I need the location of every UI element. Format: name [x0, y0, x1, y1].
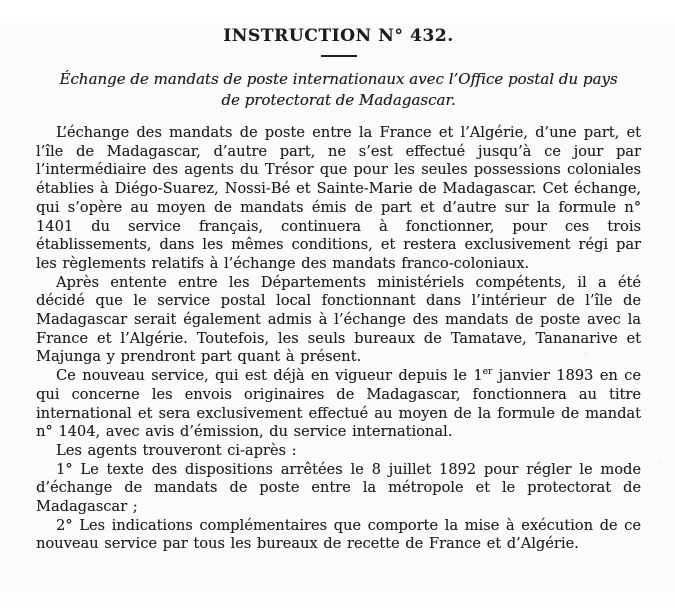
- title-divider-rule: [321, 55, 357, 57]
- paragraph-new-service-text-cont: janvier 1893 en ce qui concerne les envois originaires de Madagascar, fonctionnera au titre international et sera exclusivement effectué au moyen de la formule de mandat n° 1404, avec avis d’émission, du service international.: [36, 367, 641, 441]
- document-title: INSTRUCTION N° 432.: [223, 26, 454, 46]
- ordinal-superscript: er: [482, 367, 493, 378]
- document-subtitle: Échange de mandats de poste internationaux avec l’Office postal du pays de protectorat de Madagascar.: [59, 70, 618, 109]
- paragraph-new-service: [36, 367, 641, 442]
- document-content: [36, 20, 641, 554]
- paragraph-exchange-history: L’échange des mandats de poste entre la France et l’Algérie, d’une part, et l’île de Madagascar, d’autre part, ne s’est effectué jusqu’à ce jour par l’intermédiaire des agents du Trésor que pour les seules possessions coloniales établies à Diégo-Suarez, Nossi-Bé et Sainte-Marie de Madagascar. Cet échange, qui s’opère au moyen de mandats émis de part et d’autre sur la formule n° 1401 du service français, continuera à fonctionner, pour ces trois établissements, dans les mêmes conditions, et restera exclusivement régi par les règlements relatifs à l’échange des mandats franco-coloniaux.: [36, 124, 641, 272]
- paragraph-list-intro: Les agents trouveront ci-après :: [56, 441, 297, 459]
- list-item-2: 2° Les indications complémentaires que comporte la mise à exécution de ce nouveau service par tous les bureaux de recette de France et d’Algérie.: [36, 516, 641, 553]
- list-item-1: 1° Le texte des dispositions arrêtées le 8 juillet 1892 pour régler le mode d’échange de mandats de poste entre la métropole et le protectorat de Madagascar ;: [36, 460, 641, 516]
- paragraph-ministerial-agreement: Après entente entre les Départements ministériels compétents, il a été décidé que le service postal local fonctionnant dans l’intérieur de l’île de Madagascar serait également admis à l’échange des mandats de poste avec la France et l’Algérie. Toutefois, les seuls bureaux de Tamatave, Tananarive et Majunga y prendront part quant à présent.: [36, 273, 641, 366]
- paragraph-new-service-text: Ce nouveau service, qui est déjà en vigueur depuis le 1: [56, 367, 483, 385]
